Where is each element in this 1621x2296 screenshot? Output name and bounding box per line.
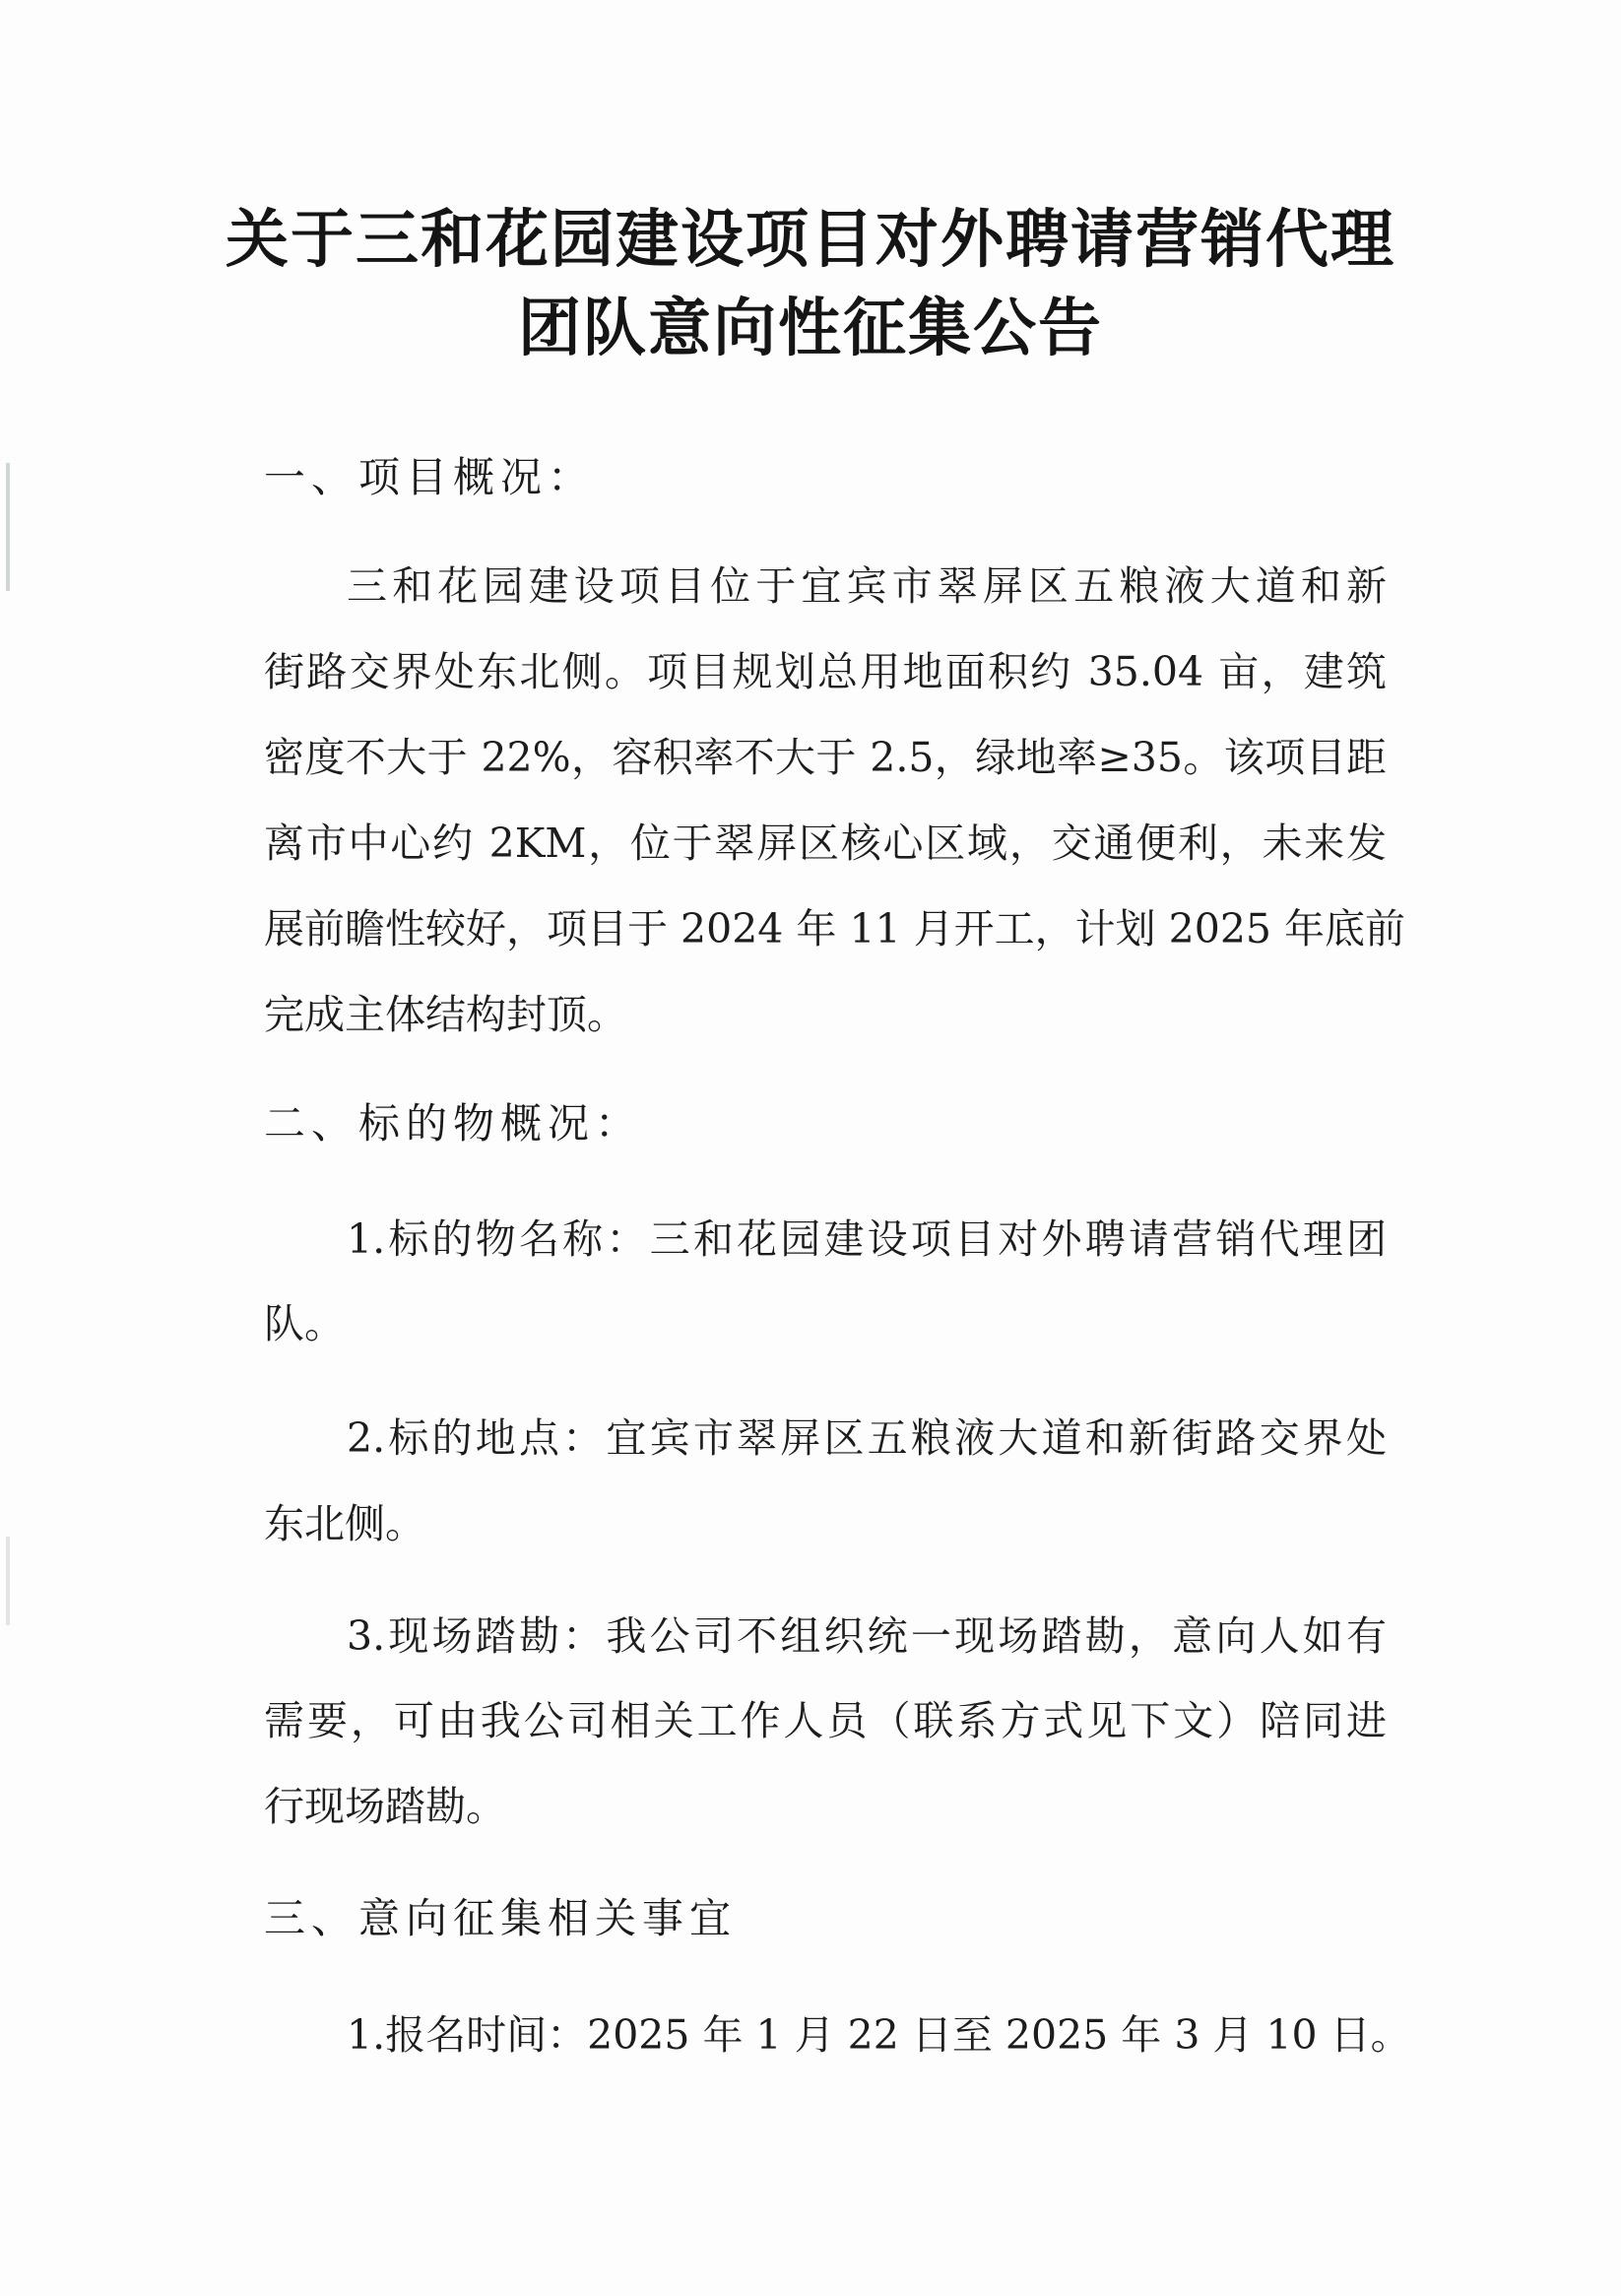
section-3-heading: 三、意向征集相关事宜 (264, 1894, 738, 1942)
paragraph-line: 密度不大于 22%，容积率不大于 2.5，绿地率≥35。该项目距 (264, 734, 1387, 781)
section-2-heading: 二、标的物概况： (264, 1099, 643, 1148)
item-2-line: 东北侧。 (264, 1500, 425, 1547)
item-1-line: 队。 (264, 1300, 345, 1347)
paragraph-line: 街路交界处东北侧。项目规划总用地面积约 35.04 亩，建筑 (264, 648, 1387, 695)
item-1-line: 1.报名时间：2025 年 1 月 22 日至 2025 年 3 月 10 日。 (347, 2011, 1411, 2059)
paragraph-line: 展前瞻性较好，项目于 2024 年 11 月开工，计划 2025 年底前 (264, 905, 1406, 952)
item-2-line: 2.标的地点：宜宾市翠屏区五粮液大道和新街路交界处 (347, 1414, 1387, 1462)
item-1-line: 1.标的物名称：三和花园建设项目对外聘请营销代理团 (347, 1215, 1387, 1263)
section-1-heading: 一、项目概况： (264, 453, 596, 501)
paragraph-line: 完成主体结构封顶。 (264, 991, 627, 1038)
item-3-line: 3.现场踏勘：我公司不组织统一现场踏勘，意向人如有 (347, 1612, 1387, 1660)
item-3-line: 需要，可由我公司相关工作人员（联系方式见下文）陪同进 (264, 1697, 1387, 1744)
scan-edge-mark (6, 463, 10, 591)
paragraph-line: 离市中心约 2KM，位于翠屏区核心区域，交通便利，未来发 (264, 820, 1387, 867)
document-title-line-1: 关于三和花园建设项目对外聘请营销代理 (226, 203, 1395, 277)
document-title-line-2: 团队意向性征集公告 (518, 292, 1103, 365)
paragraph-line: 三和花园建设项目位于宜宾市翠屏区五粮液大道和新 (347, 562, 1387, 610)
item-3-line: 行现场踏勘。 (264, 1783, 506, 1830)
scan-edge-mark (6, 1537, 10, 1625)
